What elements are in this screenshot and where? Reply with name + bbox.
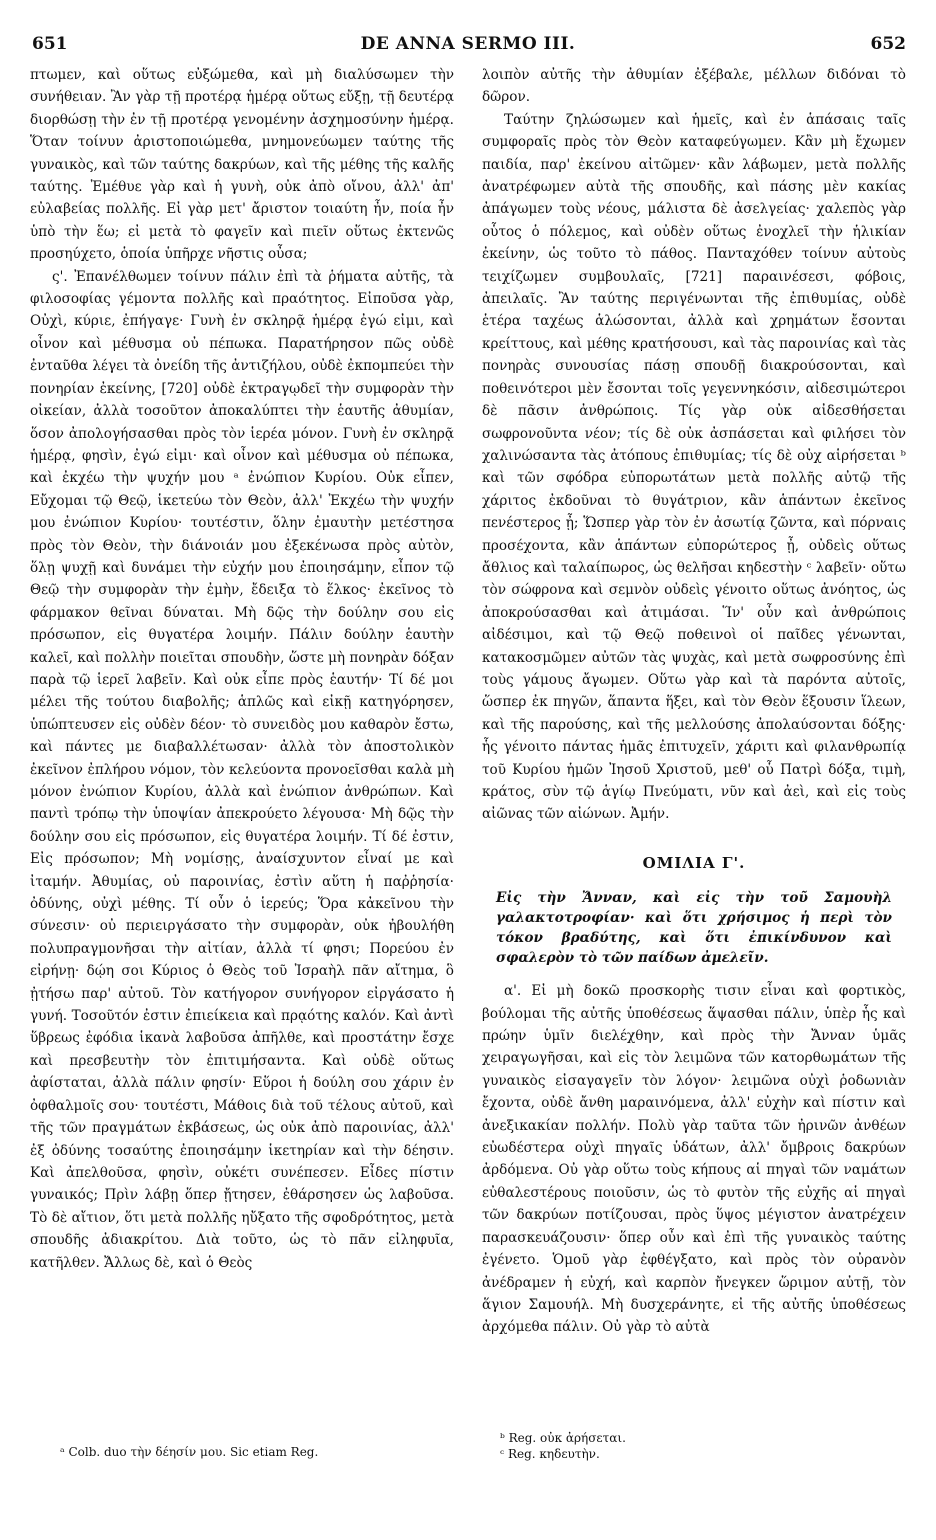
footnote-c: ᶜ Reg. κηδευτὴν. [500,1447,600,1461]
footnote-a: ᵃ Colb. duo τὴν δέησίν μου. Sic etiam Reg. [60,1445,319,1459]
right-page-number: 652 [870,34,906,54]
left-column [30,64,454,1274]
left-paragraph-1: πτωμεν, καὶ οὕτως εὐξώμεθα, καὶ μὴ διαλύσωμεν τὴν συνήθειαν. Ἂν γὰρ τῇ προτέρᾳ ἡμέρᾳ οὕτως εὔξῃ, τῇ δευτέρᾳ διορθώσῃ τὴν ἐν τῇ προτέρᾳ γενομένην ἀσχημοσύνην ἡμέρᾳ. Ὅταν τοίνυν ἀριστοποιώμεθα, μνημονεύωμεν ταύτης τῆς γυναικὸς, καὶ τῶν ταύτης δακρύων, καὶ τῆς μέθης τῆς καλῆς ταύτης. Ἐμέθυε γὰρ καὶ ἡ γυνὴ, οὐκ ἀπὸ οἴνου, ἀλλ' ἀπ' εὐλαβείας πολλῆς. Εἰ γὰρ μετ' ἄριστον τοιαύτη ἦν, ποία ἦν ὑπὸ τὴν ἕω; εἰ μετὰ τὸ φαγεῖν καὶ πιεῖν οὕτως ἐκτενῶς προσηύχετο, ὁποία ὑπῆρχε νῆστις οὖσα; [30,67,454,263]
footnotes-left [60,1444,440,1460]
right-paragraph-1: λοιπὸν αὐτῆς τὴν ἀθυμίαν ἐξέβαλε, μέλλων διδόναι τὸ δῶρον. [482,67,906,106]
homily-subtitle: Εἰς τὴν Ἄνναν, καὶ εἰς τὴν τοῦ Σαμουὴλ γαλακτοτροφίαν· καὶ ὅτι χρήσιμος ἡ περὶ τὸν τόκον βραδύτης, καὶ ὅτι ἐπικίνδυνον καὶ σφαλερὸν τὸ τῶν παίδων ἀμελεῖν. [496,890,892,967]
left-page-number: 651 [32,34,68,54]
running-head [0,34,936,58]
running-title: DE ANNA SERMO III. [360,34,576,54]
footnotes-right [500,1430,900,1462]
right-column [482,64,906,1339]
right-paragraph-2: Ταύτην ζηλώσωμεν καὶ ἡμεῖς, καὶ ἐν ἁπάσαις ταῖς συμφοραῖς πρὸς τὸν Θεὸν καταφεύγωμεν. Κἂν μὴ ἔχωμεν παιδία, παρ' ἐκείνου αἰτῶμεν· κἂν λάβωμεν, μετὰ πολλῆς ἀνατρέφωμεν αὐτὰ τῆς σπουδῆς, καὶ πάσης μὲν κακίας ἀπάγωμεν τοὺς νέους, μάλιστα δὲ ἀσελγείας· χαλεπὸς γὰρ οὗτος ὁ πόλεμος, καὶ οὐδὲν οὕτως ἐνοχλεῖ τὴν ἡλικίαν ἐκείνην, ὡς τοῦτο τὸ πάθος. Πανταχόθεν τοίνυν αὐτοὺς τειχίζωμεν συμβουλαῖς, [721] παραινέσεσι, φόβοις, ἀπειλαῖς. Ἂν ταύτης περιγένωνται τῆς ἐπιθυμίας, οὐδὲ ἑτέρα ταχέως ἁλώσονται, ἀλλὰ καὶ χρημάτων ἔσονται κρείττους, καὶ μέθης κρατήσουσι, καὶ τὰς παροινίας καὶ τὰς πονηρὰς συνουσίας πάσῃ σπουδῇ διακρούσονται, καὶ ποθεινότεροι μὲν ἔσονται τοῖς γεγεννηκόσιν, αἰδεσιμώτεροι δὲ πᾶσιν ἀνθρώποις. Τίς γὰρ οὐκ αἰδεσθήσεται σωφρονοῦντα νέον; τίς δὲ οὐκ ἀσπάσεται καὶ φιλήσει τὸν χαλινώσαντα τὰς ἀτόπους ἐπιθυμίας; τίς δὲ οὐχ αἱρήσεται ᵇ καὶ τῶν σφόδρα εὐπορωτάτων μετὰ πολλῆς αὐτῷ τῆς χάριτος ἐκδοῦναι τὸ θυγάτριον, κἂν ἁπάντων ἐκεῖνος πενέστερος ᾖ; Ὥσπερ γὰρ τὸν ἐν ἀσωτίᾳ ζῶντα, καὶ πόρναις προσέχοντα, κἂν ἁπάντων εὐπορώτερος ᾖ, οὐδεὶς οὕτως ἄθλιος καὶ ταλαίπωρος, ὡς θελῆσαι κηδεστὴν ᶜ λαβεῖν· οὕτω τὸν σώφρονα καὶ σεμνὸν οὐδεὶς γένοιτο οὕτως ἀνόητος, ὡς ἀποκρούσασθαι καὶ ἀτιμάσαι. Ἵν' οὖν καὶ ἀνθρώποις αἰδέσιμοι, καὶ τῷ Θεῷ ποθεινοὶ οἱ παῖδες γένωνται, κατακοσμῶμεν αὐτῶν τὰς ψυχὰς, καὶ μετὰ σωφροσύνης ἐπὶ τοὺς γάμους ἄγωμεν. Οὕτω γὰρ καὶ τὰ παρόντα αὐτοῖς, ὥσπερ ἐκ πηγῶν, ἅπαντα ἥξει, καὶ τὸν Θεὸν ἕξουσιν ἵλεων, καὶ τῆς παρούσης, καὶ τῆς μελλούσης ἀπολαύσονται δόξης· ἧς γένοιτο πάντας ἡμᾶς ἐπιτυχεῖν, χάριτι καὶ φιλανθρωπίᾳ τοῦ Κυρίου ἡμῶν Ἰησοῦ Χριστοῦ, μεθ' οὗ Πατρὶ δόξα, τιμὴ, κράτος, σὺν τῷ ἁγίῳ Πνεύματι, νῦν καὶ ἀεὶ, καὶ εἰς τοὺς αἰῶνας τῶν αἰώνων. Ἀμήν. [482,111,906,823]
footnote-b: ᵇ Reg. οὐκ ἀρήσεται. [500,1431,626,1445]
left-paragraph-2: ς'. Ἐπανέλθωμεν τοίνυν πάλιν ἐπὶ τὰ ῥήματα αὐτῆς, τὰ φιλοσοφίας γέμοντα πολλῆς καὶ πραότητος. Εἰποῦσα γὰρ, Οὐχὶ, κύριε, ἐπήγαγε· Γυνὴ ἐν σκληρᾷ ἡμέρᾳ ἐγώ εἰμι, καὶ οἶνον καὶ μέθυσμα οὐ πέπωκα. Παρατήρησον πῶς οὐδὲ ἐνταῦθα λέγει τὰ ὀνείδη τῆς ἀντιζήλου, οὐδὲ ἐκπομπεύει τὴν πονηρίαν ἐκείνης, [720] οὐδὲ ἐκτραγῳδεῖ τὴν συμφορὰν τὴν οἰκείαν, ἀλλὰ τοσοῦτον ἀποκαλύπτει τὴν ἑαυτῆς ἀθυμίαν, ὅσον ἀπολογήσασθαι πρὸς τὸν ἱερέα μόνον. Γυνὴ ἐν σκληρᾷ ἡμέρᾳ, φησὶν, ἐγώ εἰμι· καὶ οἶνον καὶ μέθυσμα οὐ πέπωκα, καὶ ἐκχέω τὴν ψυχήν μου ᵃ ἐνώπιον Κυρίου. Οὐκ εἶπεν, Εὔχομαι τῷ Θεῷ, ἱκετεύω τὸν Θεὸν, ἀλλ' Ἐκχέω τὴν ψυχήν μου ἐνώπιον Κυρίου· τουτέστιν, ὅλην ἐμαυτὴν μετέστησα πρὸς τὸν Θεὸν, τὴν διάνοιάν μου ἐξεκένωσα πρὸς αὐτὸν, ὅλῃ ψυχῇ καὶ δυνάμει τὴν εὐχήν μου ἐποιησάμην, εἶπον τῷ Θεῷ τὴν συμφορὰν τὴν ἐμὴν, ἔδειξα τὸ ἕλκος· ἐκεῖνος τὸ φάρμακον θεῖναι δύναται. Μὴ δῷς τὴν δούλην σου εἰς πρόσωπον, εἰς θυγατέρα λοιμήν. Πάλιν δούλην ἑαυτὴν καλεῖ, καὶ πολλὴν ποιεῖται σπουδὴν, ὥστε μὴ πονηρὰν δόξαν παρὰ τῷ ἱερεῖ λαβεῖν. Καὶ οὐκ εἶπε πρὸς ἑαυτήν· Τί δέ μοι μέλει τῆς τούτου διαβολῆς; ἁπλῶς καὶ εἰκῇ κατηγόρησεν, ὑπώπτευσεν εἰς οὐδὲν δέον· τὸ συνειδὸς μου καθαρὸν ἔστω, καὶ πάντες με διαβαλλέτωσαν· ἀλλὰ τὸν ἀποστολικὸν ἐκεῖνον ἐπλήρου νόμον, τὸν κελεύοντα προνοεῖσθαι καλὰ μὴ μόνον ἐνώπιον Κυρίου, ἀλλὰ καὶ ἐνώπιον ἀνθρώπων. Καὶ παντὶ τρόπῳ τὴν ὑποψίαν ἀπεκρούετο λέγουσα· Μὴ δῷς τὴν δούλην σου εἰς πρόσωπον, εἰς θυγατέρα λοιμήν. Τί δέ ἐστιν, Εἰς πρόσωπον; Μὴ νομίσῃς, ἀναίσχυντον εἶναί με καὶ ἰταμήν. Ἀθυμίας, οὐ παροινίας, ἐστὶν αὕτη ἡ παῤῥησία· ὀδύνης, οὐχὶ μέθης. Τί οὖν ὁ ἱερεύς; Ὅρα κἀκεῖνου τὴν σύνεσιν· οὐ περιειργάσατο τὴν συμφορὰν, οὐκ ἠβουλήθη πολυπραγμονῆσαι τὴν αἰτίαν, ἀλλὰ τί φησι; Πορεύου ἐν εἰρήνῃ· δῴη σοι Κύριος ὁ Θεὸς τοῦ Ἰσραὴλ πᾶν αἴτημα, ὃ ᾐτήσω παρ' αὐτοῦ. Τὸν κατήγορον συνήγορον εἰργάσατο ἡ γυνή. Τοσοῦτόν ἐστιν ἐπιείκεια καὶ πρᾳότης καλόν. Καὶ ἀντὶ ὕβρεως ἐφόδια ἱκανὰ λαβοῦσα ἀπῆλθε, καὶ προστάτην ἔσχε καὶ πρεσβευτὴν τὸν ἐπιτιμήσαντα. Καὶ οὐδὲ οὕτως ἀφίσταται, ἀλλὰ πάλιν φησίν· Εὕροι ἡ δούλη σου χάριν ἐν ὀφθαλμοῖς σου· τουτέστι, Μάθοις διὰ τοῦ τέλους αὐτοῦ, καὶ τῆς τῶν πραγμάτων ἐκβάσεως, ὡς οὐκ ἀπὸ παροινίας, ἀλλ' ἐξ ὀδύνης τοσαύτης ἐποιησάμην ἱκετηρίαν καὶ τὴν δέησιν. Καὶ ἀπελθοῦσα, φησὶν, οὐκέτι συνέπεσεν. Εἶδες πίστιν γυναικός; Πρὶν λάβῃ ὅπερ ᾔτησεν, ἐθάρσησεν ὡς λαβοῦσα. Τὸ δὲ αἴτιον, ὅτι μετὰ πολλῆς ηὔξατο τῆς σφοδρότητος, μετὰ σπουδῆς ἀδιακρίτου. Διὰ τοῦτο, ὡς τὸ πᾶν εἰληφυῖα, κατῆλθεν. Ἄλλως δὲ, καὶ ὁ Θεὸς [30,268,454,1271]
right-paragraph-3: α'. Εἰ μὴ δοκῶ προσκορὴς τισιν εἶναι καὶ φορτικὸς, βούλομαι τῆς αὐτῆς ὑποθέσεως ἅψασθαι πάλιν, ὑπὲρ ἧς καὶ πρώην ὑμῖν διελέχθην, καὶ πρὸς τὴν Ἄνναν ὑμᾶς χειραγωγῆσαι, καὶ εἰς τὸν λειμῶνα τῶν κατορθωμάτων τῆς γυναικὸς εἰσαγαγεῖν τὸν λόγον· λειμῶνα οὐχὶ ῥοδωνιὰν ἔχοντα, οὐδὲ ἄνθη μαραινόμενα, ἀλλ' εὐχὴν καὶ πίστιν καὶ ἀνεξικακίαν πολλήν. Πολὺ γὰρ ταῦτα τῶν ἠρινῶν ἀνθέων εὐωδέστερα οὐχὶ πηγαῖς ὑδάτων, ἀλλ' ὄμβροις δακρύων ἀρδόμενα. Οὐ γὰρ οὕτω τοὺς κήπους αἱ πηγαὶ τῶν ναμάτων εὐθαλεστέρους ποιοῦσιν, ὡς τὸ φυτὸν τῆς εὐχῆς αἱ πηγαὶ τῶν δακρύων ποτίζουσαι, πρὸς ὕψος μέγιστον ἀνατρέχειν παρασκευάζουσιν· ὅπερ οὖν καὶ ἐπὶ τῆς γυναικὸς ταύτης ἐγένετο. Ὁμοῦ γὰρ ἐφθέγξατο, καὶ πρὸς τὸν οὐρανὸν ἀνέδραμεν ἡ εὐχή, καὶ καρπὸν ἤνεγκεν ὥριμον αὐτῇ, τὸν ἅγιον Σαμουήλ. Μὴ δυσχεράνητε, εἰ τῆς αὐτῆς ὑποθέσεως ἀρχόμεθα πάλιν. Οὐ γὰρ τὸ αὐτὰ [482,983,906,1336]
homily-title: ΟΜΙΛΙΑ Γ'. [642,853,746,872]
